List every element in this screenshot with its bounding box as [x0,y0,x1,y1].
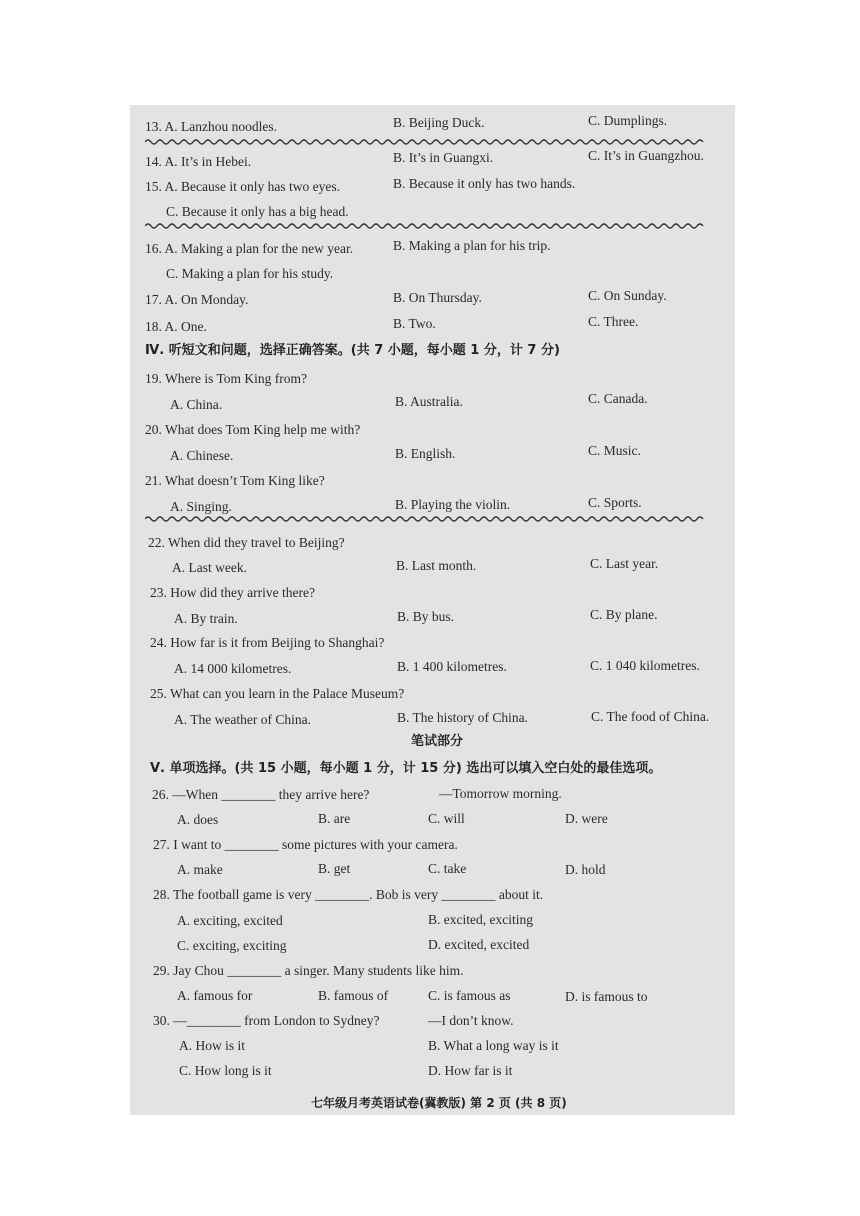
q30-stem: 30. —________ from London to Sydney? [153,1013,380,1028]
q30-option-d: D. How far is it [428,1063,513,1078]
q27-option-b: B. get [318,861,351,876]
q18-option-c: C. Three. [588,314,639,329]
q21-option-c: C. Sports. [588,495,642,510]
q22-option-a: A. Last week. [172,560,247,575]
q13-option-c: C. Dumplings. [588,113,668,128]
q25-stem: 25. What can you learn in the Palace Museum? [150,686,405,701]
q18-option-b: B. Two. [393,316,436,331]
q29-option-d: D. is famous to [565,989,648,1004]
q29-option-b: B. famous of [318,988,389,1003]
q22-option-b: B. Last month. [396,558,477,573]
q28-option-c: C. exciting, exciting [177,938,287,953]
q25-option-b: B. The history of China. [397,710,528,725]
q20-stem: 20. What does Tom King help me with? [145,422,361,437]
q25-option-a: A. The weather of China. [174,712,311,727]
wavy-divider [145,138,725,146]
q14-option-a: 14. A. It’s in Hebei. [145,154,252,169]
q13-option-b: B. Beijing Duck. [393,115,485,130]
q26-stem: 26. —When ________ they arrive here? [152,787,370,802]
q24-option-b: B. 1 400 kilometres. [397,659,507,674]
q30-option-c: C. How long is it [179,1063,272,1078]
q24-option-a: A. 14 000 kilometres. [174,661,292,676]
q28-option-a: A. exciting, excited [177,913,283,928]
q16-option-c: C. Making a plan for his study. [166,266,334,281]
q15-option-b: B. Because it only has two hands. [393,176,576,191]
q19-option-a: A. China. [170,397,223,412]
q22-stem: 22. When did they travel to Beijing? [148,535,345,550]
q28-stem: 28. The football game is very ________. Bob is very ________ about it. [153,887,544,902]
q25-option-c: C. The food of China. [591,709,710,724]
q19-option-b: B. Australia. [395,394,463,409]
q26-reply: —Tomorrow morning. [439,786,562,801]
q26-option-c: C. will [428,811,465,826]
q27-stem: 27. I want to ________ some pictures with your camera. [153,837,458,852]
q17-option-b: B. On Thursday. [393,290,482,305]
q18-option-a: 18. A. One. [145,319,207,334]
q29-option-c: C. is famous as [428,988,511,1003]
q27-option-d: D. hold [565,862,606,877]
q28-option-b: B. excited, exciting [428,912,533,927]
q21-option-a: A. Singing. [170,499,232,514]
wavy-divider [145,515,725,523]
q30-option-a: A. How is it [179,1038,246,1053]
q20-option-c: C. Music. [588,443,641,458]
q27-option-c: C. take [428,861,467,876]
q21-stem: 21. What doesn’t Tom King like? [145,473,325,488]
section-5-heading: Ⅴ. 单项选择。(共 15 小题，每小题 1 分，计 15 分) 选出可以填入空白处的最佳选项。 [150,761,662,776]
q20-option-b: B. English. [395,446,456,461]
q29-option-a: A. famous for [177,988,253,1003]
q30-reply: —I don’t know. [428,1013,514,1028]
q28-option-d: D. excited, excited [428,937,530,952]
q30-option-b: B. What a long way is it [428,1038,559,1053]
q16-option-a: 16. A. Making a plan for the new year. [145,241,354,256]
q14-option-c: C. It’s in Guangzhou. [588,148,704,163]
q29-stem: 29. Jay Chou ________ a singer. Many students like him. [153,963,464,978]
written-part-title: 笔试部分 [411,734,464,749]
q24-option-c: C. 1 040 kilometres. [590,658,700,673]
q26-option-b: B. are [318,811,351,826]
wavy-divider [145,222,725,230]
q15-option-a: 15. A. Because it only has two eyes. [145,179,340,194]
q15-option-c: C. Because it only has a big head. [166,204,349,219]
q24-stem: 24. How far is it from Beijing to Shanghai? [150,635,385,650]
q26-option-d: D. were [565,811,608,826]
q27-option-a: A. make [177,862,223,877]
q17-option-a: 17. A. On Monday. [145,292,249,307]
q23-stem: 23. How did they arrive there? [150,585,315,600]
q16-option-b: B. Making a plan for his trip. [393,238,551,253]
q20-option-a: A. Chinese. [170,448,234,463]
q23-option-a: A. By train. [174,611,238,626]
q14-option-b: B. It’s in Guangxi. [393,150,494,165]
q23-option-b: B. By bus. [397,609,455,624]
q22-option-c: C. Last year. [590,556,659,571]
q21-option-b: B. Playing the violin. [395,497,511,512]
section-4-heading: Ⅳ. 听短文和问题，选择正确答案。(共 7 小题，每小题 1 分，计 7 分) [145,343,560,358]
page-footer: 七年级月考英语试卷(冀教版) 第 2 页 (共 8 页) [311,1096,567,1110]
q17-option-c: C. On Sunday. [588,288,667,303]
q19-stem: 19. Where is Tom King from? [145,371,308,386]
q19-option-c: C. Canada. [588,391,648,406]
q13-option-a: 13. A. Lanzhou noodles. [145,119,277,134]
q26-option-a: A. does [177,812,219,827]
q23-option-c: C. By plane. [590,607,658,622]
